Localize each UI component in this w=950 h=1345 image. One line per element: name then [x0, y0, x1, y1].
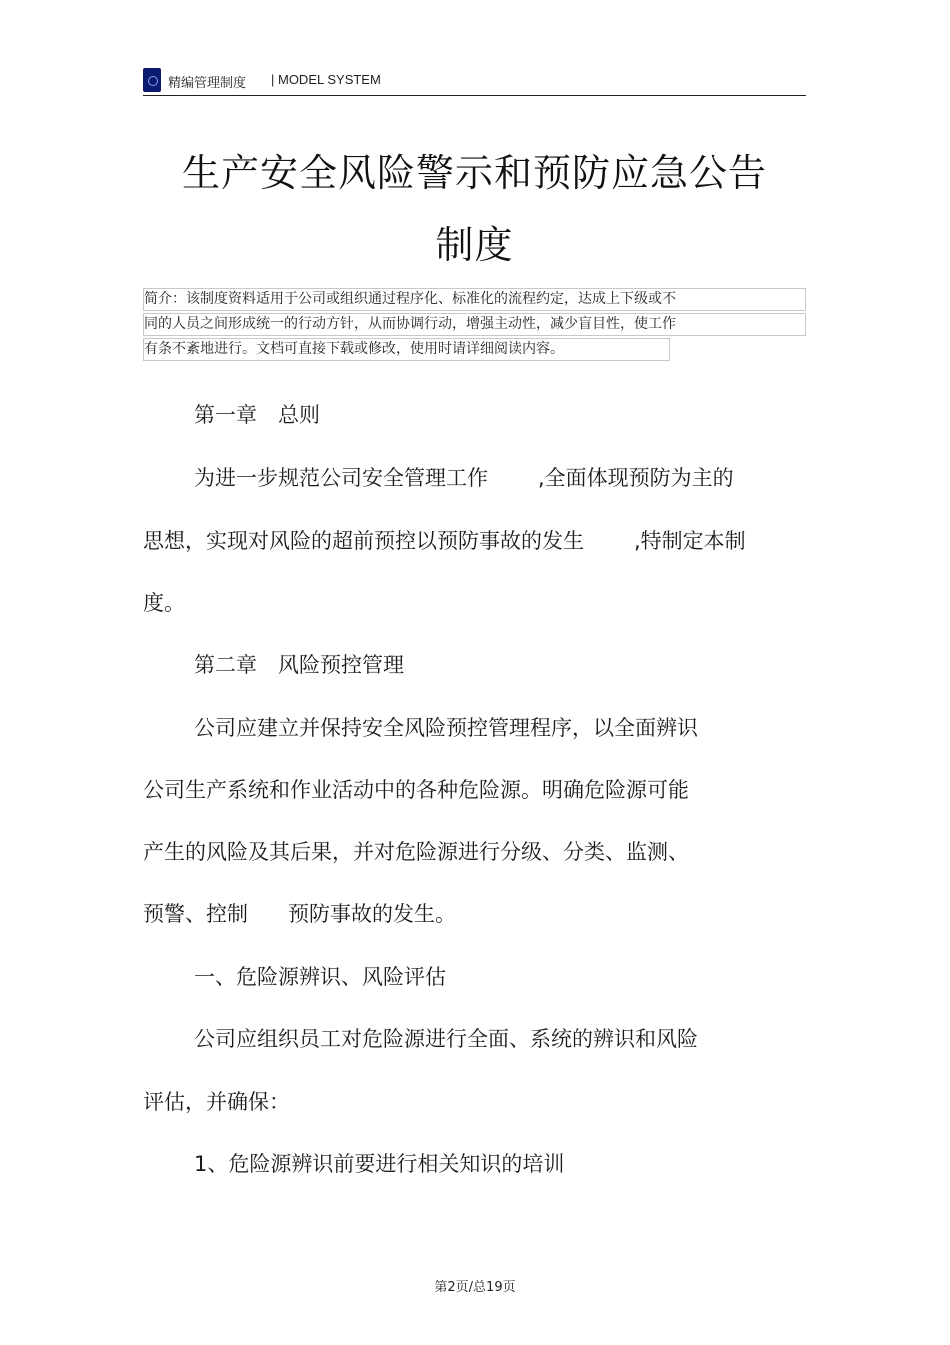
chapter-heading: 第一章 总则	[194, 403, 320, 427]
paragraph-line: 公司生产系统和作业活动中的各种危险源。明确危险源可能	[143, 778, 689, 802]
document-logo-icon	[143, 68, 161, 92]
chapter-heading: 第二章 风险预控管理	[194, 653, 404, 677]
paragraph-line	[194, 464, 734, 492]
paragraph-line	[143, 527, 746, 555]
paragraph-text: 思想，实现对风险的超前预控以预防事故的发生	[143, 529, 584, 553]
paragraph-text: ,特制定本制	[634, 529, 746, 553]
page-number: 第2页/总19页	[434, 1280, 516, 1295]
header-brand: 精编管理制度	[168, 76, 247, 91]
intro-text: 简介：该制度资料适用于公司或组织通过程序化、标准化的流程约定，达成上下级或不	[144, 291, 676, 307]
header-system-label: | MODEL SYSTEM	[271, 72, 381, 87]
paragraph-text: 预警、控制	[143, 902, 248, 926]
page-header	[143, 66, 806, 96]
paragraph-line: 公司应建立并保持安全风险预控管理程序，以全面辨识	[194, 716, 698, 740]
list-item: 1、危险源辨识前要进行相关知识的培训	[194, 1152, 565, 1176]
intro-line	[143, 338, 806, 361]
intro-text: 有条不紊地进行。文档可直接下载或修改，使用时请详细阅读内容。	[144, 341, 564, 357]
document-title-line-2: 制度	[435, 223, 514, 267]
paragraph-line: 产生的风险及其后果，并对危险源进行分级、分类、监测、	[143, 840, 689, 864]
document-title-line-1: 生产安全风险警示和预防应急公告	[181, 151, 767, 195]
paragraph-line: 公司应组织员工对危险源进行全面、系统的辨识和风险	[194, 1027, 698, 1051]
paragraph-text: 预防事故的发生。	[288, 902, 456, 926]
paragraph-line: 评估，并确保：	[143, 1090, 290, 1114]
intro-box	[143, 288, 806, 363]
paragraph-line: 度。	[143, 591, 185, 615]
paragraph-text: ,全面体现预防为主的	[538, 466, 734, 490]
paragraph-text: 为进一步规范公司安全管理工作	[194, 466, 488, 490]
intro-line	[143, 313, 806, 336]
paragraph-line	[143, 900, 456, 928]
intro-line	[143, 288, 806, 311]
intro-text: 同的人员之间形成统一的行动方针，从而协调行动，增强主动性，减少盲目性，使工作	[144, 316, 676, 332]
section-heading: 一、危险源辨识、风险评估	[194, 965, 446, 989]
